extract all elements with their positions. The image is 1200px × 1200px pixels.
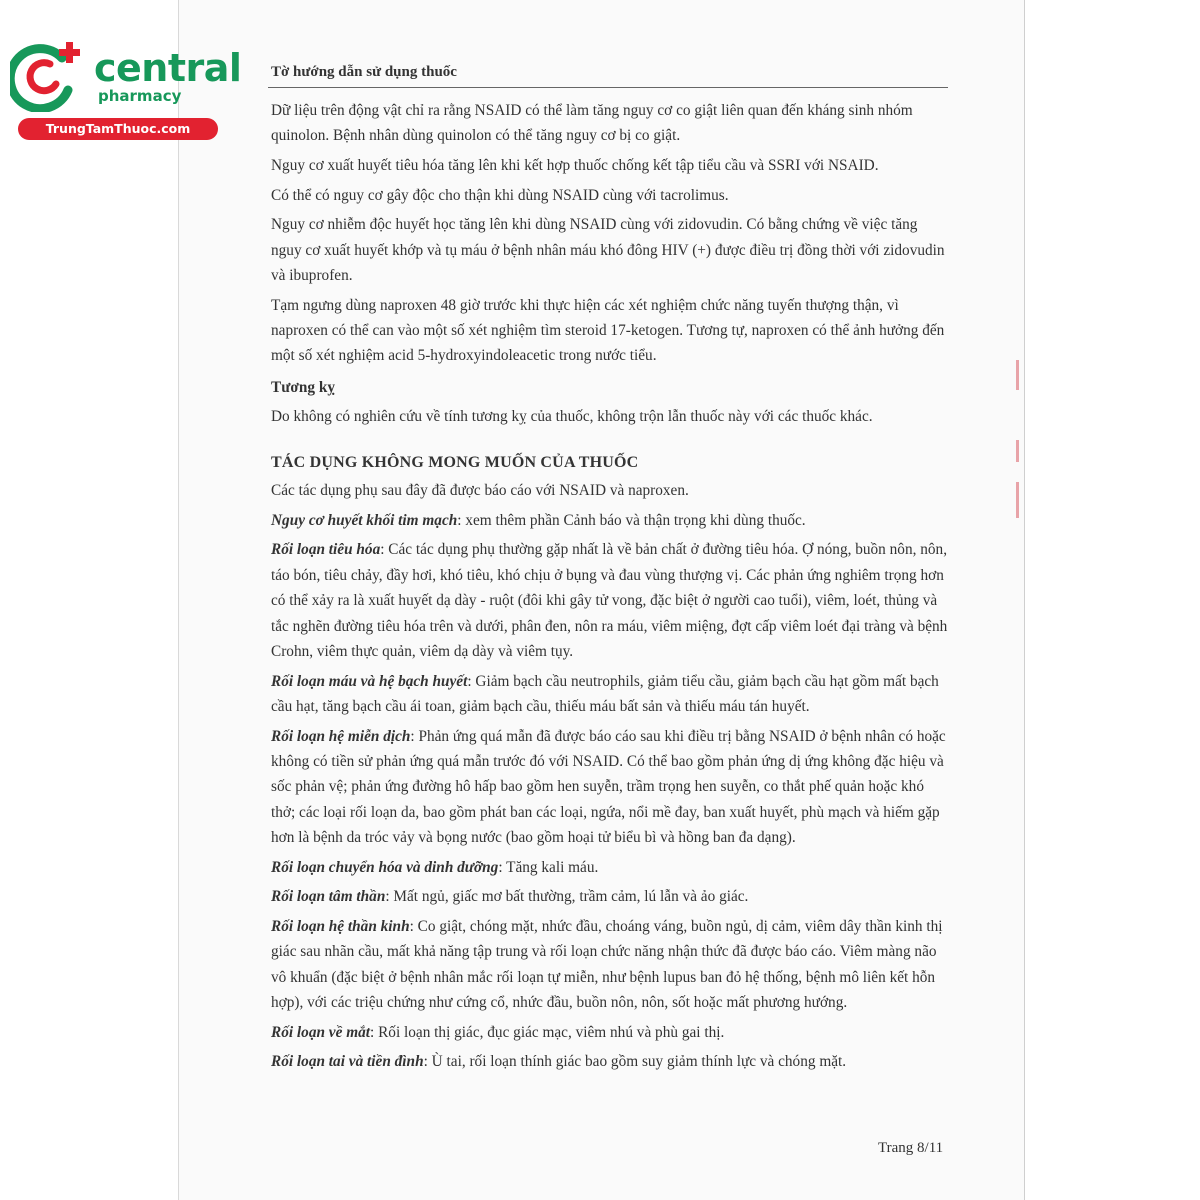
side-effect-item: [271, 724, 951, 851]
side-effect-text: : Giảm bạch cầu neutrophils, giảm tiểu cầu, giảm bạch cầu hạt gồm mất bạch cầu hạt, tăng bạch cầu ái toan, giảm bạch cầu, thiếu máu bất sản và thiếu máu tán huyết.: [271, 672, 939, 716]
document-body: [271, 98, 951, 1079]
side-effect-text: : Phản ứng quá mẫn đã được báo cáo sau khi điều trị bằng NSAID ở bệnh nhân có hoặc không có tiền sử phản ứng quá mẫn trước đó với NSAID. Có thể bao gồm phản ứng dị ứng không đặc hiệu và sốc phản vệ; phản ứng đường hô hấp bao gồm hen suyễn, trầm trọng hen suyễn, co thắt phế quản hoặc khó thở; các loại rối loạn da, bao gồm phát ban các loại, ngứa, nổi mề đay, ban xuất huyết, phù mạch và hiếm gặp hơn là bệnh da tróc vảy và bọng nước (bao gồm hoại tử biểu bì và hồng ban đa dạng).: [271, 727, 946, 847]
subheading-tuong-ky: Tương kỵ: [271, 378, 335, 396]
document-header-title: Tờ hướng dẫn sử dụng thuốc: [271, 64, 457, 80]
paragraph: Do không có nghiên cứu về tính tương kỵ của thuốc, không trộn lẫn thuốc này với các thuốc khác.: [271, 408, 873, 426]
central-pharmacy-logo[interactable]: [8, 40, 242, 140]
side-effect-lead: Nguy cơ huyết khối tim mạch: [271, 511, 458, 529]
section-heading-side-effects: TÁC DỤNG KHÔNG MONG MUỐN CỦA THUỐC: [271, 453, 639, 471]
side-effect-text: : Mất ngủ, giấc mơ bất thường, trầm cảm, lú lẫn và ảo giác.: [385, 888, 749, 906]
paragraph: Có thể có nguy cơ gây độc cho thận khi dùng NSAID cùng với tacrolimus.: [271, 186, 729, 204]
side-effect-lead: Rối loạn tai và tiền đình: [271, 1053, 424, 1071]
scan-edge-mark: [1016, 360, 1019, 390]
logo-name: central: [94, 46, 242, 90]
side-effect-item: [271, 914, 951, 1016]
side-effect-text: : Rối loạn thị giác, đục giác mạc, viêm nhú và phù gai thị.: [370, 1023, 725, 1041]
side-effect-item: [271, 1020, 951, 1045]
logo-subtitle: pharmacy: [98, 87, 182, 105]
side-effect-lead: Rối loạn máu và hệ bạch huyết: [271, 672, 468, 690]
logo-website-link[interactable]: TrungTamThuoc.com: [18, 118, 218, 140]
section-intro: Các tác dụng phụ sau đây đã được báo cáo với NSAID và naproxen.: [271, 482, 689, 500]
side-effect-item: [271, 884, 951, 909]
pharmacy-cross-icon: [10, 40, 90, 112]
side-effect-text: : Co giật, chóng mặt, nhức đầu, choáng váng, buồn ngủ, dị cảm, viêm dây thần kinh thị giác sau nhãn cầu, mất khả năng tập trung và rối loạn chức năng nhận thức đã được báo cáo. Viêm màng não vô khuẩn (đặc biệt ở bệnh nhân mắc rối loạn tự miễn, như bệnh lupus ban đỏ hệ thống, bệnh mô liên kết hỗn hợp), với các triệu chứng như cứng cổ, nhức đầu, buồn nôn, nôn, sốt hoặc mất phương hướng.: [271, 918, 943, 1012]
side-effect-text: : Tăng kali máu.: [498, 858, 599, 876]
side-effect-text: : xem thêm phần Cảnh báo và thận trọng khi dùng thuốc.: [457, 511, 806, 529]
paragraph: Dữ liệu trên động vật chỉ ra rằng NSAID có thể làm tăng nguy cơ co giật liên quan đến kháng sinh nhóm quinolon. Bệnh nhân dùng quinolon có thể tăng nguy cơ bị co giật.: [271, 102, 913, 145]
side-effect-lead: Rối loạn hệ miễn dịch: [271, 727, 411, 745]
side-effect-lead: Rối loạn về mắt: [271, 1023, 371, 1041]
side-effect-lead: Rối loạn tiêu hóa: [271, 541, 381, 559]
side-effect-text: : Ù tai, rối loạn thính giác bao gồm suy giảm thính lực và chóng mặt.: [423, 1053, 847, 1071]
side-effect-text: : Các tác dụng phụ thường gặp nhất là về bản chất ở đường tiêu hóa. Ợ nóng, buồn nôn, nôn, táo bón, tiêu chảy, đầy hơi, khó tiêu, khó chịu ở bụng và đau vùng thượng vị. Các phản ứng nghiêm trọng hơn có thể xảy ra là xuất huyết dạ dày - ruột (đôi khi gây tử vong, đặc biệt ở người cao tuổi), viêm, loét, thủng và tắc nghẽn đường tiêu hóa trên và dưới, phân đen, nôn ra máu, viêm miệng, đợt cấp viêm loét đại tràng và bệnh Crohn, viêm thực quản, viêm dạ dày và viêm tụy.: [271, 541, 948, 661]
side-effect-item: [271, 1049, 951, 1074]
side-effect-item: [271, 855, 951, 880]
header-divider: [268, 87, 948, 88]
side-effect-item: [271, 669, 951, 720]
side-effect-lead: Rối loạn hệ thần kinh: [271, 918, 410, 936]
side-effect-lead: Rối loạn tâm thần: [271, 888, 386, 906]
scan-edge-mark: [1016, 482, 1019, 518]
paragraph: Nguy cơ nhiễm độc huyết học tăng lên khi dùng NSAID cùng với zidovudin. Có bằng chứng về việc tăng nguy cơ xuất huyết khớp và tụ máu ở bệnh nhân máu khó đông HIV (+) được điều trị đồng thời với zidovudin và ibuprofen.: [271, 216, 945, 284]
page-number: Trang 8/11: [878, 1140, 944, 1156]
scan-edge-mark: [1016, 440, 1019, 462]
side-effect-lead: Rối loạn chuyển hóa và dinh dưỡng: [271, 858, 499, 876]
side-effect-item: [271, 508, 951, 533]
paragraph: Nguy cơ xuất huyết tiêu hóa tăng lên khi kết hợp thuốc chống kết tập tiểu cầu và SSRI với NSAID.: [271, 157, 879, 174]
paragraph: Tạm ngưng dùng naproxen 48 giờ trước khi thực hiện các xét nghiệm chức năng tuyến thượng thận, vì naproxen có thể can vào một số xét nghiệm tìm steroid 17-ketogen. Tương tự, naproxen có thể ảnh hưởng đến một số xét nghiệm acid 5-hydroxyindoleacetic trong nước tiểu.: [271, 296, 945, 365]
side-effect-item: [271, 537, 951, 664]
